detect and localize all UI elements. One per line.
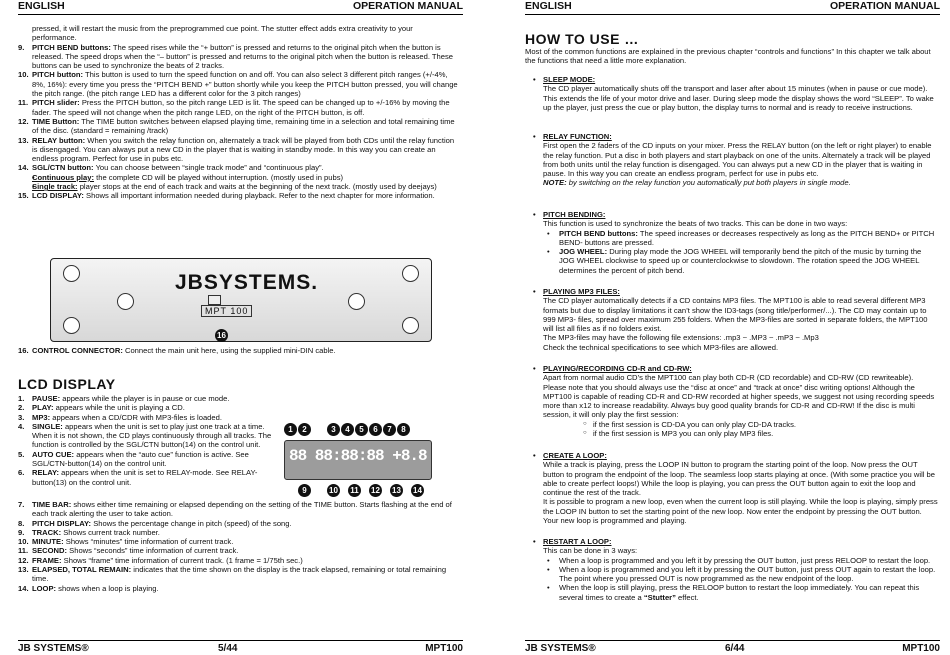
- mini-din-connector-icon: [208, 295, 221, 305]
- pitch-bending-section: [533, 210, 938, 275]
- mount-screw-icon: [63, 265, 80, 282]
- list-item: 4. SINGLE: appears when the unit is set to play just one track at a time. When it is not shown, the CD plays continuously through all tracks. The function is controlled by the SGL/CTN button(14) on the control unit.: [18, 421, 272, 450]
- create-loop-section: [533, 451, 938, 525]
- section-body: This function is used to synchronize the beats of two tracks. This can be done in two ways:: [543, 219, 848, 229]
- list-item: 11. SECOND: Shows “seconds” time information of current track.: [18, 546, 239, 556]
- lcd-display-heading: LCD DISPLAY: [18, 376, 116, 392]
- list-item: • When a loop is programmed and you left it by pressing the OUT button, just press OUT again to restart the loop. The point where you pressed OUT is now programmed as the new endpoint of the loop.: [533, 565, 938, 584]
- callout-badge: 8: [397, 423, 410, 436]
- section-title: • RELAY FUNCTION:: [533, 132, 938, 141]
- relay-function-section: [533, 132, 938, 188]
- mp3-section: [533, 287, 938, 352]
- list-item: • PITCH BEND buttons: The speed increases or decreases respectively as long as the PITCH BEND+ or PITCH BEND- buttons are pressed.: [533, 229, 938, 248]
- section-body: This can be done in 3 ways:: [543, 546, 638, 556]
- list-item: 5. AUTO CUE: appears when the “auto cue” function is active. See SGL/CTN-button(14) on the control unit.: [18, 449, 249, 469]
- left-header: [18, 0, 463, 15]
- list-item: • When a loop is programmed and you left it by pressing the OUT button, just press RELOOP to restart the loop.: [533, 556, 938, 565]
- right-header: [525, 0, 940, 15]
- list-item: ○ if the first session is CD-DA you can only play CD-DA tracks.: [533, 420, 938, 429]
- functions-list: [18, 24, 459, 201]
- lcd-digits: 88 88:88:88 +8.8: [289, 447, 427, 465]
- callout-badge: 10: [327, 484, 340, 497]
- header-language: ENGLISH: [525, 0, 572, 12]
- section-body: First open the 2 faders of the CD inputs on your mixer. Press the RELAY button (on the left or right player) to enable the relay function. Put a disc in both players and start playback on one of the units. Alternately a track will be played from both units until the relay function is disengaged. You can always put a new CD in the player that is waiting in pause. In this way you can create an endless program, perfect for use in pubs etc. NOTE: by switching on the relay function you automatically put both players in single mode.: [543, 141, 932, 188]
- cdr-section: [533, 364, 938, 438]
- list-item: 14. LOOP: shows when a loop is playing.: [18, 583, 159, 593]
- callout-badge: 16: [215, 329, 228, 342]
- list-item: 2. PLAY: appears while the unit is playing a CD.: [18, 403, 185, 413]
- footer-brand: JB SYSTEMS®: [18, 643, 89, 654]
- list-item: ○ if the first session is MP3 you can only play MP3 files.: [533, 429, 938, 438]
- footer-model: MPT100: [902, 643, 940, 654]
- list-item: 8. PITCH DISPLAY: Shows the percentage change in pitch (speed) of the song.: [18, 518, 292, 528]
- left-page: [0, 0, 473, 654]
- list-item: 13. ELAPSED, TOTAL REMAIN: indicates that the time shown on the display is the track elapsed, remaining or total remaining time.: [18, 565, 447, 584]
- mount-screw-icon: [402, 317, 419, 334]
- list-item: • Single track: player stops at the end of each track and waits at the beginning of the next track. (mostly used by deejays): [18, 182, 459, 191]
- left-footer: [18, 640, 463, 655]
- list-item: 11. PITCH slider: Press the PITCH button, so the pitch range LED is lit. The speed can be changed up to +/-16% by moving the fader. The speed will not change when the pitch range LED, on the right of the PITCH button, is off.: [18, 98, 450, 117]
- list-item: • Continuous play: the complete CD will be played without interruption. (mostly used in pubs): [18, 173, 459, 182]
- callout-badge: 12: [369, 484, 382, 497]
- list-item: 12. TIME Button: The TIME button switches between elapsed playing time, remaining time in a selection and total remaining time of the disc. (standard = remaining /track): [18, 116, 455, 136]
- page-number: 6/44: [725, 643, 745, 654]
- list-item: 13. RELAY button: When you switch the relay function on, alternately a track will be played from both CDs until the relay function is disengaged. You can always put a new CD in the player that is waiting in standby mode. In this way you can create an endless program. Perfect for use in pubs etc.: [18, 135, 455, 164]
- section-body: Apart from normal audio CD’s the MPT100 can play both CD-R (CD recordable) and CD-RW (CD rewriteable). Please note that you should always use the “disc at once” and “track at once” disc writing options! Although the MPT100 is capable of reading CD-R and CD-RW recorded at higher speeds, we suggest not using recording speeds more than x12 to increase readability. Always buy good quality brands for CD-R and CD-RW! If the disc is multi session, it will only play the first session:: [543, 373, 935, 420]
- header-language: ENGLISH: [18, 0, 65, 12]
- header-title: OPERATION MANUAL: [829, 0, 940, 12]
- item-16: 16. CONTROL CONNECTOR: Connect the main unit here, using the supplied mini-DIN cable.: [18, 346, 336, 355]
- brand-logo: JBSYSTEMS.: [175, 271, 319, 294]
- mount-screw-icon: [117, 293, 134, 310]
- callout-badge: 2: [298, 423, 311, 436]
- section-title: • PITCH BENDING:: [533, 210, 938, 219]
- callout-badge: 1: [284, 423, 297, 436]
- control-unit-panel: [50, 258, 432, 342]
- list-item: pressed, it will restart the music from the preprogrammed cue point. The stutter effect adds extra creativity to your performance.: [32, 24, 413, 43]
- callout-badge: 13: [390, 484, 403, 497]
- section-title: • SLEEP MODE:: [533, 75, 938, 84]
- right-footer: [525, 640, 940, 655]
- callout-badge: 5: [355, 423, 368, 436]
- restart-loop-section: [533, 537, 938, 602]
- callout-badge: 4: [341, 423, 354, 436]
- section-body: While a track is playing, press the LOOP IN button to program the starting point of the loop. Now press the OUT button to program the endpoint of the loop. The seamless loop starts playing at once. (With some practice you will be able to create perfect loops!) While the loop is playing, you can press the OUT button again to exit the loop and continue the rest of the track. It is possible to program a new loop, even when the current loop is still playing. While the loop is playing, simply press the LOOP IN button to set the starting point of the new loop. Now enter the endpoint by pressing the OUT button. Your new loop is programmed and playing.: [543, 460, 938, 526]
- callout-badge: 14: [411, 484, 424, 497]
- section-title: • PLAYING MP3 FILES:: [533, 287, 938, 296]
- how-to-use-heading: HOW TO USE …: [525, 31, 639, 47]
- list-item: • When the loop is still playing, press the RELOOP button to restart the loop immediately. You can repeat this several times to create a “Stutter” effect.: [533, 583, 938, 602]
- right-page: [507, 0, 950, 654]
- mount-screw-icon: [402, 265, 419, 282]
- list-item: 15. LCD DISPLAY: Shows all important information needed during playback. Refer to the next chapter for more information.: [18, 191, 435, 201]
- list-item: 9. TRACK: Shows current track number.: [18, 527, 160, 537]
- list-item: 14. SGL/CTN button: You can choose between “single track mode” and “continuous play”.: [18, 163, 324, 173]
- section-title: • RESTART A LOOP:: [533, 537, 938, 546]
- lcd-list-wide: [18, 500, 459, 593]
- list-item: 3. MP3: appears when a CD/CDR with MP3-files is loaded.: [18, 412, 222, 422]
- callout-badge: 3: [327, 423, 340, 436]
- footer-brand: JB SYSTEMS®: [525, 643, 596, 654]
- section-body: The CD player automatically shuts off the transport and laser after about 15 minutes (when in pause or cue mode). This extends the life of your motor drive and laser. During sleep mode the display shows the word “SLEEP”. To wake up the player, just press the cue or play button, the display turns to normal and is ready to receive instructions.: [543, 84, 934, 112]
- model-label: MPT 100: [201, 305, 252, 317]
- sleep-mode-section: [533, 75, 938, 112]
- callout-badge: 7: [383, 423, 396, 436]
- section-title: • CREATE A LOOP:: [533, 451, 938, 460]
- list-item: 1. PAUSE: appears while the player is in pause or cue mode.: [18, 394, 230, 403]
- list-item: 6. RELAY: appears when the unit is set to RELAY-mode. See RELAY-button(13) on the control unit.: [18, 468, 258, 487]
- header-title: OPERATION MANUAL: [352, 0, 463, 12]
- list-item: 7. TIME BAR: shows either time remaining or elapsed depending on the setting of the TIME button. Starts flashing at the end of each track alerting the user to take action.: [18, 500, 452, 519]
- mount-screw-icon: [348, 293, 365, 310]
- intro-paragraph: Most of the common functions are explained in the previous chapter “controls and functions” In this chapter we talk about the functions that need a little more explanation.: [525, 47, 931, 66]
- callout-badge: 6: [369, 423, 382, 436]
- mount-screw-icon: [63, 317, 80, 334]
- callout-badge: 9: [298, 484, 311, 497]
- list-item: 9. PITCH BEND buttons: The speed rises while the “+ button” is pressed and returns to the original pitch when the button is released. The speed drops when the “– button” is pressed and returns to the original pitch when the button is released. These buttons can be used to synchronize the beats of 2 tracks.: [18, 42, 454, 71]
- footer-model: MPT100: [425, 643, 463, 654]
- list-item: • JOG WHEEL: During play mode the JOG WHEEL will temporarily bend the pitch of the music by turning the JOG WHEEL clockwise to speed up or counterclockwise to slowdown. The rotation speed the JOG WHEEL determines the percent of pitch bend.: [533, 247, 938, 275]
- lcd-display-diagram: [284, 440, 432, 480]
- section-title: • PLAYING/RECORDING CD-R and CD-RW:: [533, 364, 938, 373]
- page-number: 5/44: [218, 643, 238, 654]
- callout-badge: 11: [348, 484, 361, 497]
- lcd-list-narrow: [18, 394, 277, 487]
- list-item: 10. MINUTE: Shows “minutes” time information of current track.: [18, 537, 234, 547]
- list-item: 12. FRAME: Shows “frame” time information of current track. (1 frame = 1/75th sec.): [18, 555, 303, 565]
- section-body: The CD player automatically detects if a CD contains MP3 files. The MPT100 is able to read several different MP3 formats but due to display limitations it can’t show the ID3-tags (song title/performer/...). The CD may contain up to 999 MP3- files, spread over maximum 255 folders. When the MP3-files are sorted in separate folders, the MPT100 will list all files as if no folders exist. The MP3-files may have the following file extensions: .mp3 ~ .MP3 ~ .mP3 ~ .Mp3 Check the technical specifications to see which MP3-files are allowed.: [543, 296, 928, 352]
- list-item: 10. PITCH button: This button is used to turn the speed function on and off. You can also select 3 different pitch ranges (+/-4%, 8%, 16%): every time you press the “PITCH BEND +” button shortly while you keep the PITCH button pressed, you will change the pitch range. (the pitch range LED has a different color for the 3 pitch ranges): [18, 70, 458, 99]
